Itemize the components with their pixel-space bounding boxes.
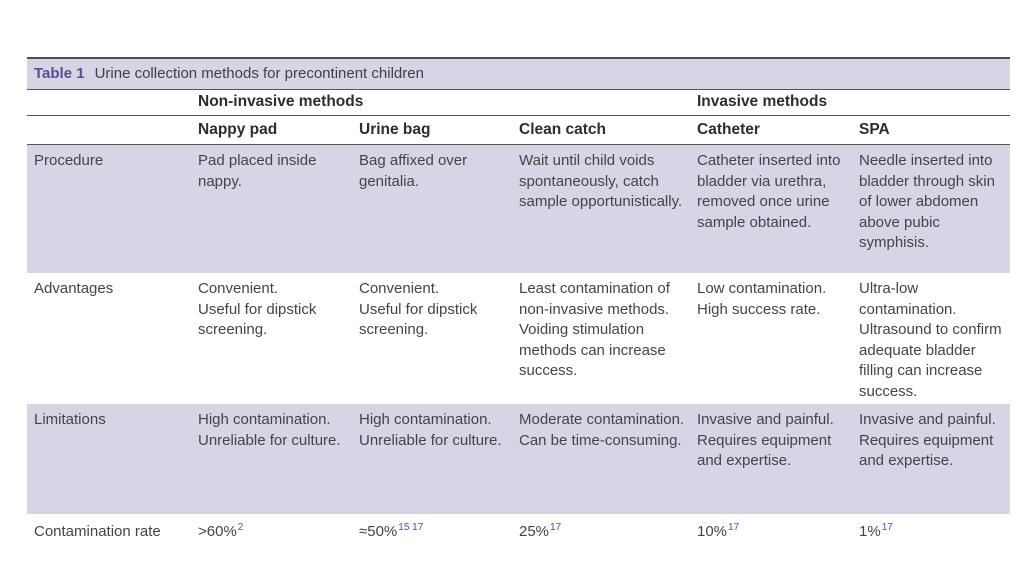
advantages-urine-bag-line-1: Convenient.	[359, 280, 440, 297]
limitations-urine-bag-line-2: Unreliable for culture.	[359, 431, 502, 449]
limitations-spa-line-1: Invasive and painful.	[859, 411, 996, 428]
advantages-spa-line-1: Ultra-low contamination.	[859, 280, 957, 318]
contamination-clean-catch	[512, 514, 690, 547]
urine-collection-table	[27, 57, 1010, 547]
rate-value: >60%	[198, 523, 237, 540]
contamination-catheter	[690, 514, 852, 547]
limitations-urine-bag-line-1: High contamination.	[359, 411, 492, 428]
column-header-spa: SPA	[852, 116, 1010, 145]
reference-link[interactable]: 2	[237, 522, 244, 533]
advantages-nappy-pad-line-1: Convenient.	[198, 280, 279, 297]
contamination-urine-bag	[352, 514, 512, 547]
reference-link[interactable]: 17	[550, 522, 562, 533]
table-row-procedure	[27, 145, 1010, 274]
rate-value: 10%	[697, 523, 728, 540]
table-row-limitations	[27, 404, 1010, 514]
column-header-catheter: Catheter	[690, 116, 852, 145]
row-label-advantages: Advantages	[34, 280, 114, 297]
row-label-contamination-rate: Contamination rate	[34, 523, 161, 540]
advantages-spa	[852, 273, 1010, 404]
limitations-urine-bag	[352, 404, 512, 514]
procedure-urine-bag: Bag affixed over genitalia.	[352, 145, 512, 274]
procedure-catheter: Catheter inserted into bladder via urethra, removed once urine sample obtained.	[690, 145, 852, 274]
table-caption	[27, 58, 1010, 90]
procedure-spa: Needle inserted into bladder through skin of lower abdomen above pubic symphisis.	[852, 145, 1010, 274]
limitations-nappy-pad	[191, 404, 352, 514]
limitations-spa-line-2: Requires equipment and expertise.	[859, 431, 994, 469]
limitations-clean-catch	[512, 404, 690, 514]
table-row-advantages	[27, 273, 1010, 404]
table-caption-title: Urine collection methods for precontinent children	[94, 64, 424, 82]
rate-value: ≈50%	[359, 523, 398, 540]
limitations-clean-catch-line-1: Moderate contamination.	[519, 411, 685, 428]
advantages-clean-catch	[512, 273, 690, 404]
table-container	[27, 57, 1010, 547]
column-header-urine-bag: Urine bag	[352, 116, 512, 145]
advantages-catheter-line-1: Low contamination.	[697, 280, 827, 297]
row-label-limitations: Limitations	[27, 404, 191, 514]
column-header-clean-catch: Clean catch	[512, 116, 690, 145]
rate-value: 1%	[859, 523, 881, 540]
limitations-nappy-pad-line-1: High contamination.	[198, 411, 331, 428]
advantages-clean-catch-line-1: Least contamination of non-invasive methods.	[519, 280, 670, 318]
contamination-spa	[852, 514, 1010, 547]
group-header-blank	[27, 90, 191, 116]
limitations-catheter-line-1: Invasive and painful.	[697, 411, 834, 428]
table-caption-row	[27, 58, 1010, 90]
column-header-nappy-pad: Nappy pad	[191, 116, 352, 145]
row-label-procedure: Procedure	[27, 145, 191, 274]
advantages-nappy-pad-line-2: Useful for dipstick screening.	[198, 300, 317, 338]
limitations-catheter-line-2: Requires equipment and expertise.	[697, 431, 832, 469]
advantages-clean-catch-line-2: Voiding stimulation methods can increase success.	[519, 321, 666, 379]
limitations-nappy-pad-line-2: Unreliable for culture.	[198, 431, 341, 449]
reference-link[interactable]: 15 17	[398, 522, 424, 533]
reference-link[interactable]: 17	[728, 522, 740, 533]
group-header-invasive: Invasive methods	[690, 90, 1010, 116]
procedure-clean-catch: Wait until child voids spontaneously, catch sample opportunistically.	[512, 145, 690, 274]
table-row-contamination-rate	[27, 514, 1010, 547]
limitations-clean-catch-line-2: Can be time-consuming.	[519, 431, 682, 449]
advantages-catheter-line-2: High success rate.	[697, 300, 821, 318]
rate-value: 25%	[519, 523, 550, 540]
group-header-row	[27, 90, 1010, 116]
contamination-nappy-pad	[191, 514, 352, 547]
column-header-blank	[27, 116, 191, 145]
advantages-catheter	[690, 273, 852, 404]
advantages-nappy-pad	[191, 273, 352, 404]
advantages-urine-bag	[352, 273, 512, 404]
advantages-urine-bag-line-2: Useful for dipstick screening.	[359, 300, 478, 338]
group-header-non-invasive: Non-invasive methods	[191, 90, 690, 116]
procedure-nappy-pad: Pad placed inside nappy.	[191, 145, 352, 274]
limitations-spa	[852, 404, 1010, 514]
advantages-spa-line-2: Ultrasound to confirm adequate bladder filling can increase success.	[859, 321, 1002, 400]
table-caption-label: Table 1	[34, 64, 85, 82]
column-header-row	[27, 116, 1010, 145]
reference-link[interactable]: 17	[881, 522, 893, 533]
limitations-catheter	[690, 404, 852, 514]
